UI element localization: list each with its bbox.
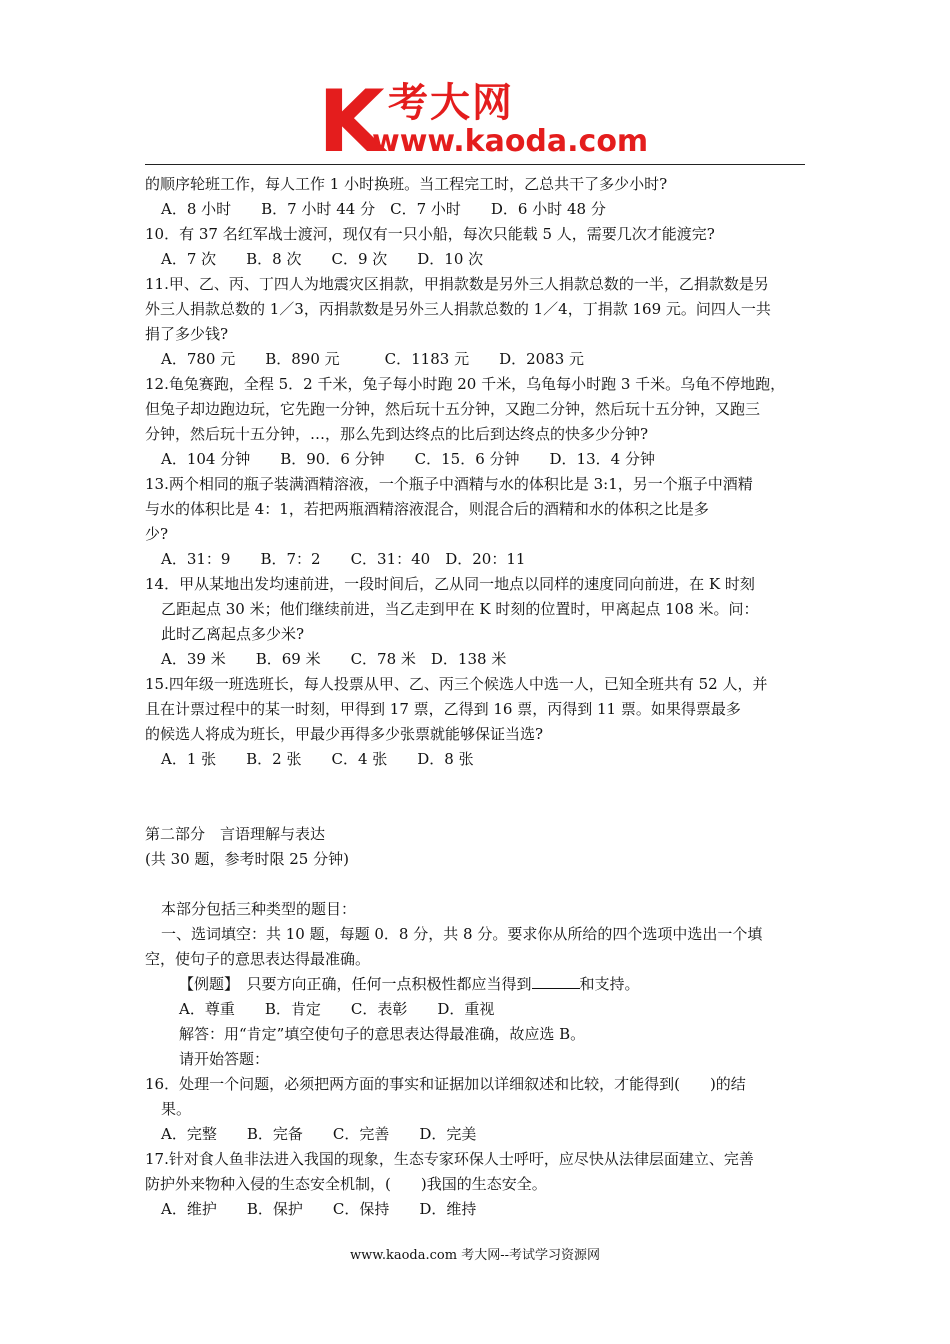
question-16-options: A．完整 B．完备 C．完善 D．完美 bbox=[161, 1125, 477, 1143]
page-footer: www.kaoda.com 考大网--考试学习资源网 bbox=[350, 1248, 600, 1263]
kaoda-logo bbox=[318, 72, 649, 172]
question-14-text-line3: 此时乙离起点多少米? bbox=[161, 625, 305, 643]
question-15-text-line1: 15.四年级一班选班长，每人投票从甲、乙、丙三个候选人中选一人，已知全班共有 52 人，并 bbox=[145, 675, 768, 693]
question-13-options: A．31：9 B．7：2 C．31：40 D．20：11 bbox=[161, 550, 526, 568]
example-blank bbox=[532, 974, 580, 989]
question-14-text-line1: 14．甲从某地出发均速前进，一段时间后，乙从同一地点以同样的速度同向前进，在 K 时刻 bbox=[145, 575, 755, 593]
question-9-text: 的顺序轮班工作，每人工作 1 小时换班。当工程完工时，乙总共干了多少小时? bbox=[145, 175, 668, 193]
logo-chinese-text: 考大网 bbox=[388, 80, 514, 126]
document-body bbox=[145, 172, 813, 1222]
question-12-options: A．104 分钟 B．90．6 分钟 C．15．6 分钟 D．13．4 分钟 bbox=[161, 450, 655, 468]
question-14-options: A．39 米 B．69 米 C．78 米 D．138 米 bbox=[161, 650, 507, 668]
question-17-options: A．维护 B．保护 C．保持 D．维持 bbox=[161, 1200, 477, 1218]
question-13-text-line1: 13.两个相同的瓶子装满酒精溶液，一个瓶子中酒精与水的体积比是 3:1，另一个瓶子中酒精 bbox=[145, 475, 753, 493]
example-options: A．尊重 B．肯定 C．表彰 D．重视 bbox=[179, 1000, 495, 1018]
question-9-options: A．8 小时 B．7 小时 44 分 C．7 小时 D．6 小时 48 分 bbox=[161, 200, 606, 218]
section-subheading: (共 30 题，参考时限 25 分钟) bbox=[145, 850, 349, 868]
question-10-options: A．7 次 B．8 次 C．9 次 D．10 次 bbox=[161, 250, 484, 268]
instruction-line2: 空，使句子的意思表达得最准确。 bbox=[145, 950, 371, 968]
question-13-text-line3: 少? bbox=[145, 525, 169, 543]
instruction-line1: 一、选词填空：共 10 题，每题 0．8 分，共 8 分。要求你从所给的四个选项中选出一个填 bbox=[161, 925, 763, 943]
question-11-text-line1: 11.甲、乙、丙、丁四人为地震灾区捐款，甲捐款数是另外三人捐款总数的一半，乙捐款数是另 bbox=[145, 275, 769, 293]
question-14-text-line2: 乙距起点 30 米；他们继续前进，当乙走到甲在 K 时刻的位置时，甲离起点 108 米。问： bbox=[161, 600, 759, 618]
question-15-text-line3: 的候选人将成为班长，甲最少再得多少张票就能够保证当选? bbox=[145, 725, 544, 743]
start-prompt: 请开始答题： bbox=[179, 1050, 270, 1068]
question-12-text-line1: 12.龟兔赛跑，全程 5．2 千米，兔子每小时跑 20 千米，乌龟每小时跑 3 千米。乌龟不停地跑， bbox=[145, 375, 786, 393]
question-17-text-line2: 防护外来物种入侵的生态安全机制，( )我国的生态安全。 bbox=[145, 1175, 547, 1193]
question-13-text-line2: 与水的体积比是 4：1，若把两瓶酒精溶液混合，则混合后的酒精和水的体积之比是多 bbox=[145, 500, 709, 518]
question-16-text-line2: 果。 bbox=[161, 1100, 192, 1118]
logo-url-text: www.kaoda.com bbox=[372, 124, 649, 159]
section-heading: 第二部分 言语理解与表达 bbox=[145, 825, 326, 843]
question-11-text-line2: 外三人捐款总数的 1／3，丙捐款数是另外三人捐款总数的 1／4，丁捐款 169 元。问四人一共 bbox=[145, 300, 771, 318]
question-12-text-line3: 分钟，然后玩十五分钟，…，那么先到达终点的比后到达终点的快多少分钟? bbox=[145, 425, 649, 443]
question-12-text-line2: 但兔子却边跑边玩，它先跑一分钟，然后玩十五分钟，又跑二分钟，然后玩十五分钟，又跑三 bbox=[145, 400, 761, 418]
logo-k-letter: K bbox=[318, 72, 385, 172]
example-text-end: 和支持。 bbox=[579, 975, 640, 993]
question-17-text-line1: 17.针对食人鱼非法进入我国的现象，生态专家环保人士呼吁，应尽快从法律层面建立、完善 bbox=[145, 1150, 754, 1168]
example-answer: 解答：用“肯定”填空使句子的意思表达得最准确，故应选 B。 bbox=[179, 1025, 586, 1043]
question-15-text-line2: 且在计票过程中的某一时刻，甲得到 17 票，乙得到 16 票，丙得到 11 票。如果得票最多 bbox=[145, 700, 741, 718]
question-10-text: 10．有 37 名红军战士渡河，现仅有一只小船，每次只能载 5 人，需要几次才能渡完? bbox=[145, 225, 715, 243]
example-text: 【例题】 只要方向正确，任何一点积极性都应当得到 bbox=[179, 975, 532, 993]
question-16-text-line1: 16．处理一个问题，必须把两方面的事实和证据加以详细叙述和比较，才能得到( )的结 bbox=[145, 1075, 746, 1093]
header-rule bbox=[145, 164, 805, 165]
question-15-options: A．1 张 B．2 张 C．4 张 D．8 张 bbox=[161, 750, 474, 768]
question-11-text-line3: 捐了多少钱? bbox=[145, 325, 229, 343]
question-11-options: A．780 元 B．890 元 C．1183 元 D．2083 元 bbox=[161, 350, 585, 368]
section-intro: 本部分包括三种类型的题目： bbox=[161, 900, 357, 918]
example-question bbox=[145, 972, 813, 997]
